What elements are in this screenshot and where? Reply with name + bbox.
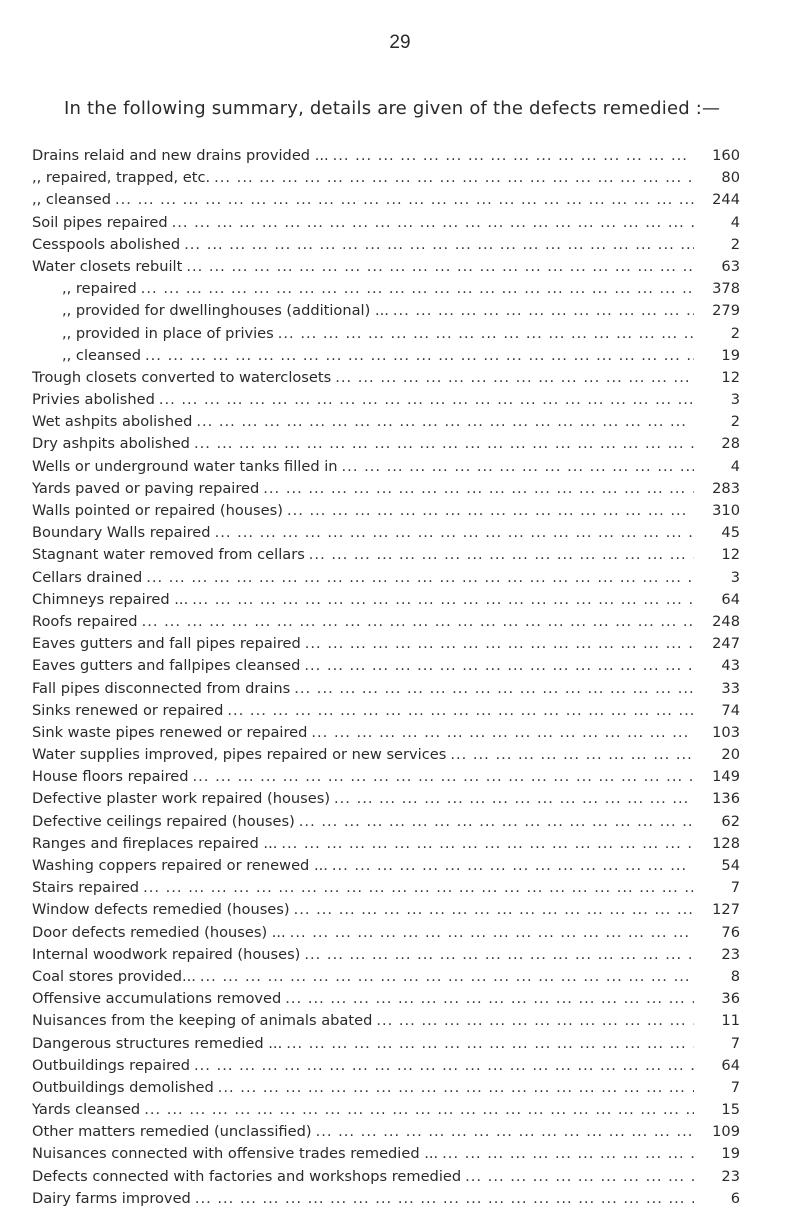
defect-row	[32, 1057, 740, 1079]
defect-label: Sinks renewed or repaired	[32, 701, 224, 719]
leader-dots	[142, 613, 694, 630]
defect-row	[32, 724, 740, 746]
leader-dots	[193, 768, 694, 785]
leader-dots	[342, 458, 694, 475]
defect-row	[32, 1123, 740, 1145]
defect-count: 62	[721, 812, 740, 830]
defect-row	[32, 635, 740, 657]
leader-dots	[294, 680, 694, 697]
leader-dots	[227, 702, 694, 719]
defect-label: Cellars drained	[32, 568, 143, 586]
defect-count: 64	[721, 590, 740, 608]
leader-dots	[145, 347, 694, 364]
defect-row	[32, 879, 740, 901]
defect-count: 2	[730, 235, 740, 253]
defect-label: Internal woodwork repaired (houses)	[32, 945, 301, 963]
defect-label: Water supplies improved, pipes repaired or new services	[32, 746, 447, 764]
defect-label: Washing coppers repaired or renewed ...	[32, 857, 328, 874]
defect-count: 6	[730, 1189, 740, 1207]
defect-count: 12	[721, 546, 740, 564]
leader-dots	[200, 968, 694, 985]
defect-row	[32, 680, 740, 702]
defect-count: 2	[730, 324, 740, 342]
leader-dots	[141, 280, 694, 297]
defect-row	[32, 347, 740, 369]
defect-label: Eaves gutters and fall pipes repaired	[32, 635, 301, 653]
defect-row	[32, 391, 740, 413]
leader-dots	[333, 147, 694, 164]
defect-label: Roofs repaired	[32, 612, 138, 630]
leader-dots	[465, 1168, 694, 1185]
leader-dots	[305, 635, 694, 652]
defect-row	[32, 302, 740, 324]
defect-label: Trough closets converted to waterclosets	[32, 368, 332, 386]
defect-label: ,, cleansed	[32, 191, 112, 209]
defect-row	[32, 191, 740, 213]
defect-count: 244	[712, 191, 740, 209]
defect-label: Fall pipes disconnected from drains	[32, 679, 291, 697]
defect-label: ,, repaired	[62, 280, 137, 298]
defect-row	[32, 1145, 740, 1167]
defect-row	[32, 657, 740, 679]
defect-label: Ranges and fireplaces repaired ...	[32, 834, 278, 852]
defect-count: 76	[721, 923, 740, 941]
defect-row	[32, 369, 740, 391]
defect-row	[32, 258, 740, 280]
defect-label: Outbuildings demolished	[32, 1078, 214, 1096]
leader-dots	[278, 325, 694, 342]
defect-count: 23	[721, 1167, 740, 1185]
leader-dots	[290, 924, 694, 941]
defect-count: 247	[712, 635, 740, 653]
defect-count: 248	[712, 612, 740, 630]
defect-row	[32, 546, 740, 568]
leader-dots	[214, 169, 694, 186]
leader-dots	[215, 524, 694, 541]
leader-dots	[299, 813, 694, 830]
defect-count: 160	[712, 147, 740, 164]
defect-label: Door defects remedied (houses) ...	[32, 923, 286, 941]
leader-dots	[172, 214, 694, 231]
defect-label: Other matters remedied (unclassified)	[32, 1123, 312, 1141]
defect-row	[32, 1101, 740, 1123]
defect-row	[32, 968, 740, 990]
defect-count: 54	[721, 857, 740, 874]
defect-count: 378	[712, 280, 740, 298]
leader-dots	[159, 391, 694, 408]
defect-row	[32, 502, 740, 524]
leader-dots	[144, 1101, 694, 1118]
defect-count: 63	[721, 257, 740, 275]
defect-row	[32, 325, 740, 347]
defect-label: Dairy farms improved	[32, 1189, 191, 1207]
defect-count: 45	[721, 524, 740, 542]
leader-dots	[146, 569, 694, 586]
defect-label: ,, repaired, trapped, etc.	[32, 169, 211, 187]
defect-label: Chimneys repaired ...	[32, 590, 189, 608]
defect-label: Water closets rebuilt	[32, 257, 183, 275]
defect-label: House floors repaired	[32, 768, 189, 786]
defect-label: Boundary Walls repaired	[32, 524, 211, 542]
defect-row	[32, 413, 740, 435]
defect-row	[32, 480, 740, 502]
defect-count: 11	[721, 1012, 740, 1030]
defect-label: ,, provided for dwellinghouses (additional) ...	[62, 302, 389, 320]
defect-label: Drains relaid and new drains provided ...	[32, 147, 329, 164]
leader-dots	[196, 413, 694, 430]
defect-row	[32, 1012, 740, 1034]
defect-label: Sink waste pipes renewed or repaired	[32, 723, 308, 741]
defect-row	[32, 435, 740, 457]
defect-count: 283	[712, 479, 740, 497]
defect-label: Soil pipes repaired	[32, 213, 168, 231]
defect-row	[32, 813, 740, 835]
defect-count: 7	[730, 879, 740, 897]
defect-count: 23	[721, 945, 740, 963]
leader-dots	[450, 746, 694, 763]
defect-count: 8	[730, 967, 740, 985]
defect-label: Window defects remedied (houses)	[32, 901, 290, 919]
defect-row	[32, 169, 740, 191]
defect-row	[32, 214, 740, 236]
defect-label: Wells or underground water tanks filled in	[32, 457, 338, 475]
defect-row	[32, 147, 740, 169]
defect-count: 279	[712, 302, 740, 320]
leader-dots	[332, 857, 694, 874]
defect-label: Defective plaster work repaired (houses)	[32, 790, 331, 808]
defect-count: 3	[730, 568, 740, 586]
defect-count: 20	[721, 746, 740, 764]
defect-row	[32, 1079, 740, 1101]
defects-list	[32, 147, 740, 1212]
leader-dots	[286, 1035, 694, 1052]
defect-count: 33	[721, 679, 740, 697]
leader-dots	[335, 369, 694, 386]
defect-count: 310	[712, 502, 740, 519]
defect-label: Outbuildings repaired	[32, 1056, 190, 1074]
defect-label: Walls pointed or repaired (houses)	[32, 502, 283, 519]
defect-count: 80	[721, 169, 740, 187]
defect-count: 43	[721, 657, 740, 675]
defect-row	[32, 924, 740, 946]
defect-count: 4	[730, 457, 740, 475]
defect-count: 74	[721, 701, 740, 719]
defect-label: Dangerous structures remedied ...	[32, 1034, 283, 1052]
defect-label: Eaves gutters and fallpipes cleansed	[32, 657, 301, 675]
defect-label: Nuisances connected with offensive trades remedied ...	[32, 1145, 439, 1163]
defect-label: Privies abolished	[32, 391, 155, 409]
leader-dots	[194, 435, 694, 452]
leader-dots	[192, 591, 694, 608]
defect-row	[32, 790, 740, 812]
leader-dots	[304, 946, 694, 963]
defect-row	[32, 1035, 740, 1057]
leader-dots	[186, 258, 694, 275]
defect-row	[32, 835, 740, 857]
defect-count: 36	[721, 990, 740, 1008]
defect-label: Stagnant water removed from cellars	[32, 546, 305, 564]
leader-dots	[184, 236, 694, 253]
defect-label: Defects connected with factories and workshops remedied	[32, 1167, 462, 1185]
defect-count: 64	[721, 1056, 740, 1074]
leader-dots	[285, 990, 694, 1007]
defect-row	[32, 458, 740, 480]
leader-dots	[316, 1123, 694, 1140]
defect-label: ,, provided in place of privies	[62, 324, 274, 342]
defect-row	[32, 946, 740, 968]
defect-label: Defective ceilings repaired (houses)	[32, 812, 295, 830]
defect-count: 19	[721, 1145, 740, 1163]
defect-count: 4	[730, 213, 740, 231]
defect-count: 127	[712, 901, 740, 919]
leader-dots	[143, 879, 694, 896]
leader-dots	[393, 302, 694, 319]
leader-dots	[115, 191, 694, 208]
defect-count: 3	[730, 391, 740, 409]
leader-dots	[442, 1145, 694, 1162]
defect-count: 2	[730, 413, 740, 431]
defect-label: ,, cleansed	[62, 346, 142, 364]
defect-count: 128	[712, 834, 740, 852]
defect-row	[32, 768, 740, 790]
defect-count: 19	[721, 346, 740, 364]
leader-dots	[287, 502, 694, 519]
defect-row	[32, 1168, 740, 1190]
defect-count: 12	[721, 368, 740, 386]
leader-dots	[309, 546, 694, 563]
summary-intro: In the following summary, details are given of the defects remedied :—	[64, 98, 721, 119]
defect-label: Nuisances from the keeping of animals abated	[32, 1012, 373, 1030]
defect-label: Dry ashpits abolished	[32, 435, 190, 453]
leader-dots	[281, 835, 694, 852]
defect-count: 7	[730, 1078, 740, 1096]
defect-row	[32, 1190, 740, 1212]
defect-count: 28	[721, 435, 740, 453]
defect-row	[32, 990, 740, 1012]
defect-label: Cesspools abolished	[32, 235, 181, 253]
leader-dots	[376, 1012, 694, 1029]
defect-count: 15	[721, 1101, 740, 1119]
defect-row	[32, 236, 740, 258]
defect-label: Yards paved or paving repaired	[32, 479, 260, 497]
page-number: 29	[389, 32, 411, 53]
defect-count: 149	[712, 768, 740, 786]
defect-row	[32, 591, 740, 613]
leader-dots	[194, 1057, 694, 1074]
leader-dots	[334, 790, 694, 807]
defect-label: Yards cleansed	[32, 1101, 141, 1119]
leader-dots	[294, 901, 694, 918]
defect-row	[32, 746, 740, 768]
defect-row	[32, 569, 740, 591]
defect-label: Coal stores provided...	[32, 967, 196, 985]
defect-row	[32, 613, 740, 635]
defect-count: 109	[712, 1123, 740, 1141]
defect-row	[32, 702, 740, 724]
defect-row	[32, 857, 740, 879]
defect-label: Offensive accumulations removed	[32, 990, 282, 1008]
leader-dots	[218, 1079, 694, 1096]
defect-label: Wet ashpits abolished	[32, 413, 193, 431]
leader-dots	[195, 1190, 694, 1207]
defect-count: 7	[730, 1034, 740, 1052]
defect-row	[32, 901, 740, 923]
defect-count: 136	[712, 790, 740, 808]
leader-dots	[311, 724, 694, 741]
leader-dots	[263, 480, 694, 497]
defect-row	[32, 280, 740, 302]
defect-label: Stairs repaired	[32, 879, 140, 897]
defect-row	[32, 524, 740, 546]
defect-count: 103	[712, 723, 740, 741]
leader-dots	[304, 657, 694, 674]
